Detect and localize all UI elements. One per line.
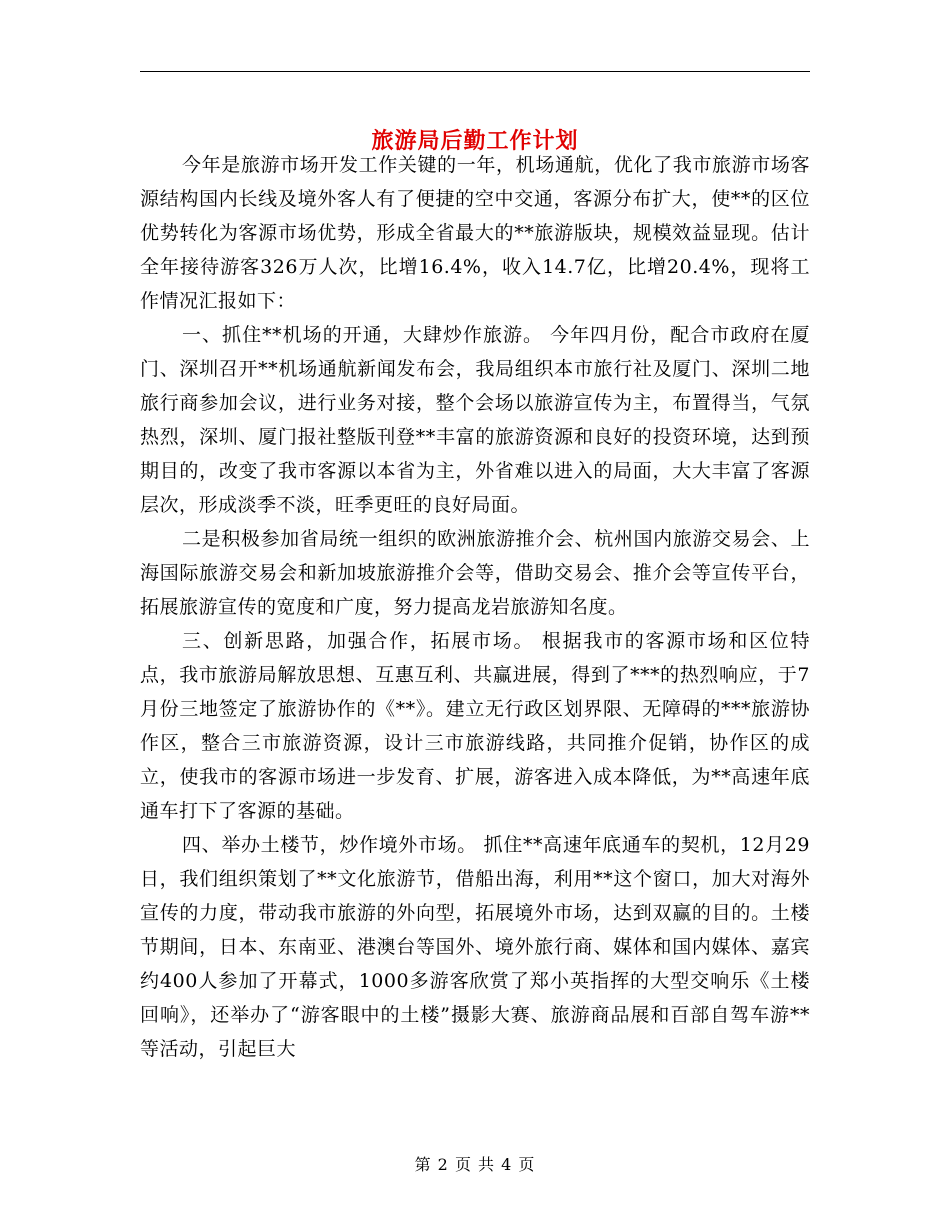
paragraph-intro: 今年是旅游市场开发工作关键的一年，机场通航，优化了我市旅游市场客源结构国内长线及境外客人有了便捷的空中交通，客源分布扩大，使**的区位优势转化为客源市场优势，形成全省最大的**旅游版块，规模效益显现。估计全年接待游客326万人次，比增16.4%，收入14.7亿，比增20.4%，现将工作情况汇报如下： [140,154,810,312]
header-rule [140,71,810,72]
page-number: 第 2 页 共 4 页 [414,1155,536,1174]
paragraph-tulou-festival: 四、举办土楼节，炒作境外市场。 抓住**高速年底通车的契机，12月29日，我们组织策划了**文化旅游节，借船出海，利用**这个窗口，加大对海外宣传的力度，带动我市旅游的外向型，拓展境外市场，达到双赢的目的。土楼节期间，日本、东南亚、港澳台等国外、境外旅行商、媒体和国内媒体、嘉宾约400人参加了开幕式，1000多游客欣赏了郑小英指挥的大型交响乐《土楼回响》，还举办了“游客眼中的土楼”摄影大赛、旅游商品展和百部自驾车游**等活动，引起巨大 [140,834,810,1060]
paragraph-cooperation: 三、创新思路，加强合作，拓展市场。 根据我市的客源市场和区位特点，我市旅游局解放思想、互惠互利、共赢进展，得到了***的热烈响应，于7月份三地签定了旅游协作的《**》。建立无行政区划界限、无障碍的***旅游协作区，整合三市旅游资源，设计三市旅游线路，共同推介促销，协作区的成立，使我市的客源市场进一步发育、扩展，游客进入成本降低，为**高速年底通车打下了客源的基础。 [140,630,810,822]
paragraph-promotion: 二是积极参加省局统一组织的欧洲旅游推介会、杭州国内旅游交易会、上海国际旅游交易会和新加坡旅游推介会等，借助交易会、推介会等宣传平台，拓展旅游宣传的宽度和广度，努力提高龙岩旅游知名度。 [140,528,810,618]
paragraph-airport: 一、抓住**机场的开通，大肆炒作旅游。 今年四月份，配合市政府在厦门、深圳召开**机场通航新闻发布会，我局组织本市旅行社及厦门、深圳二地旅行商参加会议，进行业务对接，整个会场以旅游宣传为主，布置得当，气氛热烈，深圳、厦门报社整版刊登**丰富的旅游资源和良好的投资环境，达到预期目的，改变了我市客源以本省为主，外省难以进入的局面，大大丰富了客源层次，形成淡季不淡，旺季更旺的良好局面。 [140,324,810,516]
document-title: 旅游局后勤工作计划 [371,127,579,154]
document-body [140,148,810,1066]
